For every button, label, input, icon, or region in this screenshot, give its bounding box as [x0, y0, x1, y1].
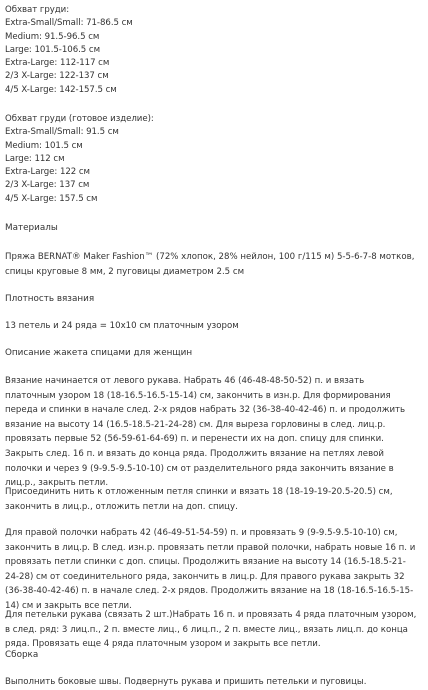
- description-paragraph: Для петельки рукава (связать 2 шт.)Набрать 16 п. и провязать 4 ряда платочным узором, в след. ряд: 3 лиц.п., 2 п. вместе лиц., 6 лиц.п., 2 п. вместе лиц., вязать лиц.п. до конца ряда. Провязать еще 4 ряда платочным узором и закрыть все петли.: [5, 610, 417, 650]
- finished-size-item: 4/5 X-Large: 157.5 см: [5, 193, 98, 204]
- materials-title: Материалы: [5, 223, 58, 233]
- bust-size-item: Large: 101.5-106.5 см: [5, 44, 101, 55]
- materials-text: Пряжа BERNAT® Maker Fashion™ (72% хлопок, 28% нейлон, 100 г/115 м) 5-5-6-7-8 мотков, спицы круговые 8 мм, 2 пуговицы диаметром 2.5 см: [5, 252, 415, 277]
- description-title: Описание жакета спицами для женщин: [5, 348, 193, 358]
- bust-size-item: 2/3 X-Large: 122-137 см: [5, 71, 109, 82]
- finished-size-item: 2/3 X-Large: 137 см: [5, 180, 90, 191]
- finished-size-title: Обхват груди (готовое изделие):: [5, 114, 154, 124]
- finished-size-item: Extra-Large: 122 см: [5, 167, 90, 178]
- bust-size-item: Extra-Large: 112-117 см: [5, 58, 110, 69]
- assembly-text: Выполнить боковые швы. Подвернуть рукава и пришить петельки и пуговицы.: [5, 677, 367, 687]
- finished-size-item: Extra-Small/Small: 91.5 см: [5, 127, 119, 138]
- bust-size-item: Medium: 91.5-96.5 см: [5, 31, 100, 42]
- description-paragraph: Присоединить нить к отложенным петля спинки и вязать 18 (18-19-19-20.5-20.5) см, закончить в лиц.р., отложить петли на доп. спицу.: [5, 487, 393, 512]
- description-paragraph: Вязание начинается от левого рукава. Набрать 46 (46-48-48-50-52) п. и вязать платочным узором 18 (18-16.5-16.5-15-14) см, закончить в изн.р. Для формирования переда и спинки в начале след. 2-х рядов набрать 32 (36-38-40-42-46) п. и продолжить вязание на высоту 14 (16.5-18.5-21-24-28) см. Для выреза горловины в след. лиц.р. провязать первые 52 (56-59-61-64-69) п. и перенести их на доп. спицу для спинки. Закрыть след. 16 п. и вязать до конца ряда. Продолжить вязание на петлях левой полочки и через 9 (9-9.5-9.5-10-10) см от разделительного ряда закончить вязание в лиц.р., закрыть петли.: [5, 376, 406, 489]
- finished-size-section: [5, 113, 405, 206]
- assembly-title: Сборка: [5, 650, 39, 660]
- bust-size-section: [5, 0, 405, 97]
- gauge-text: 13 петель и 24 ряда = 10x10 см платочным узором: [5, 321, 239, 331]
- description-paragraph: Для правой полочки набрать 42 (46-49-51-54-59) п. и провязать 9 (9-9.5-9.5-10-10) см, закончить в лиц.р. В след. изн.р. провязать петли правой полочки, набрать новые 16 п. и провязать петли спинки с доп. спицы. Продолжить вязание на высоту 14 (16.5-18.5-21-24-28) см от соединительного ряда, закончить в лиц.р. Для правого рукава закрыть 32 (36-38-40-42-46) п. в начале след. 2-х рядов. Продолжить вязание на 18 (18-16.5-16.5-15-14) см и закрыть все петли.: [5, 528, 416, 611]
- gauge-title: Плотность вязания: [5, 294, 95, 304]
- bust-size-title: Обхват груди:: [5, 5, 70, 15]
- finished-size-item: Medium: 101.5 см: [5, 140, 83, 151]
- bust-size-item: 4/5 X-Large: 142-157.5 см: [5, 84, 117, 95]
- finished-size-item: Large: 112 см: [5, 153, 65, 164]
- bust-size-item: Extra-Small/Small: 71-86.5 см: [5, 18, 133, 29]
